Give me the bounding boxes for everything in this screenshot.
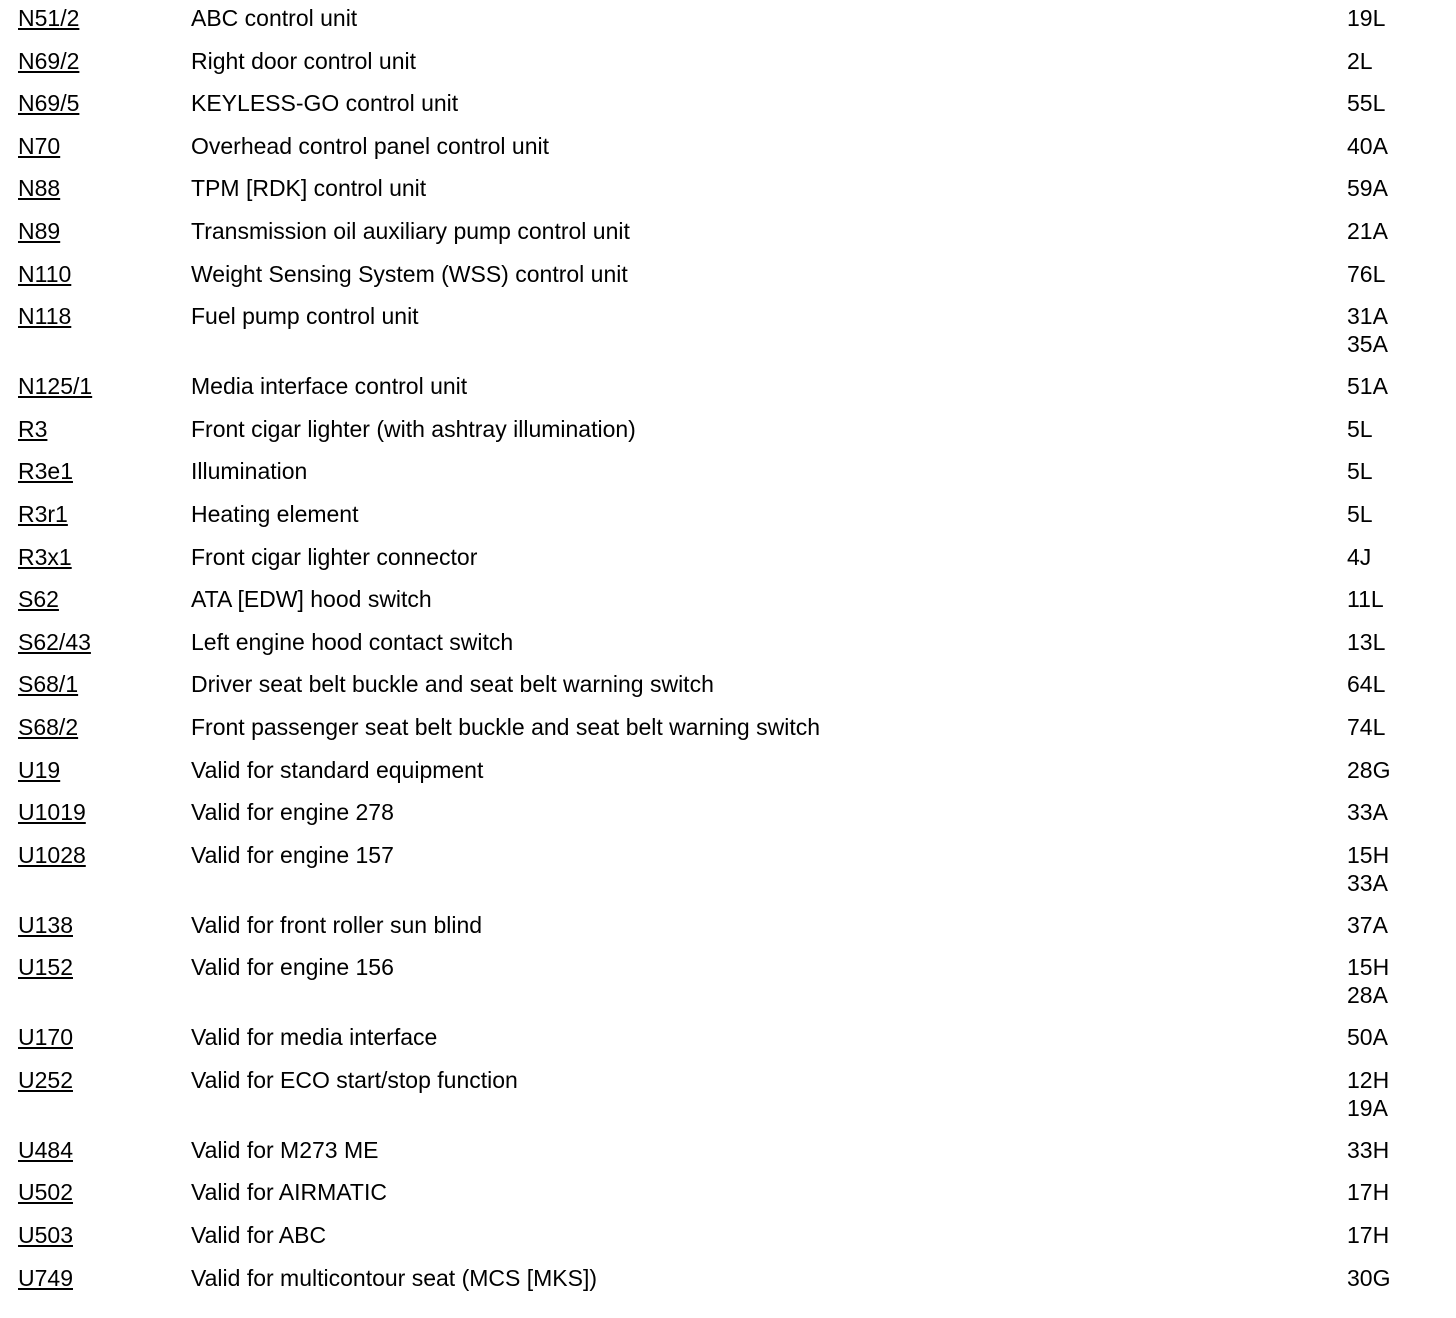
component-description: Valid for engine 278 xyxy=(191,799,394,826)
component-code-link[interactable]: U138 xyxy=(18,911,73,938)
component-description: TPM [RDK] control unit xyxy=(191,175,427,202)
grid-location: 15H xyxy=(1347,841,1390,868)
component-description: Valid for ABC xyxy=(191,1222,327,1249)
component-description: Valid for M273 ME xyxy=(191,1136,379,1163)
component-description: Valid for media interface xyxy=(191,1024,438,1051)
grid-location: 37A xyxy=(1347,911,1388,938)
component-description: Valid for engine 156 xyxy=(191,954,394,981)
component-code-link[interactable]: N69/2 xyxy=(18,47,80,74)
component-description: Front cigar lighter (with ashtray illumination) xyxy=(191,415,636,442)
grid-location: 5L xyxy=(1347,415,1373,442)
grid-location: 11L xyxy=(1347,586,1384,613)
legend-row xyxy=(18,174,1438,217)
grid-location: 51A xyxy=(1347,373,1388,400)
grid-location-list xyxy=(1347,302,1438,358)
grid-location-list xyxy=(1347,132,1438,160)
grid-location-list xyxy=(1347,1066,1438,1122)
grid-location-list xyxy=(1347,1221,1438,1249)
grid-location-list xyxy=(1347,756,1438,784)
grid-location-list xyxy=(1347,372,1438,400)
grid-location-list xyxy=(1347,4,1438,32)
legend-row xyxy=(18,1221,1438,1264)
grid-location-list xyxy=(1347,457,1438,485)
component-code-link[interactable]: N70 xyxy=(18,132,61,159)
grid-location: 30G xyxy=(1347,1264,1391,1291)
grid-location: 4J xyxy=(1347,543,1372,570)
legend-row xyxy=(18,1066,1438,1136)
component-code-link[interactable]: U170 xyxy=(18,1024,73,1051)
component-description: Transmission oil auxiliary pump control unit xyxy=(191,217,630,244)
component-code-link[interactable]: U1019 xyxy=(18,799,86,826)
grid-location: 55L xyxy=(1347,90,1386,117)
component-code-link[interactable]: U152 xyxy=(18,954,73,981)
grid-location-list xyxy=(1347,1264,1438,1292)
grid-location-list xyxy=(1347,798,1438,826)
grid-location: 33A xyxy=(1347,869,1388,896)
component-code-link[interactable]: U503 xyxy=(18,1222,73,1249)
legend-row xyxy=(18,372,1438,415)
legend-row xyxy=(18,1023,1438,1066)
grid-location: 21A xyxy=(1347,217,1388,244)
grid-location-list xyxy=(1347,500,1438,528)
grid-location: 28A xyxy=(1347,982,1388,1009)
legend-row xyxy=(18,4,1438,47)
component-description: Front cigar lighter connector xyxy=(191,543,478,570)
grid-location: 76L xyxy=(1347,260,1386,287)
component-description: Valid for standard equipment xyxy=(191,756,484,783)
component-code-link[interactable]: N89 xyxy=(18,217,61,244)
grid-location-list xyxy=(1347,217,1438,245)
component-code-link[interactable]: R3x1 xyxy=(18,543,72,570)
component-description: Valid for AIRMATIC xyxy=(191,1179,387,1206)
component-description: KEYLESS-GO control unit xyxy=(191,90,459,117)
component-description: Media interface control unit xyxy=(191,373,468,400)
grid-location: 59A xyxy=(1347,175,1388,202)
grid-location: 12H xyxy=(1347,1066,1390,1093)
grid-location: 33A xyxy=(1347,799,1388,826)
component-description: Valid for engine 157 xyxy=(191,841,394,868)
legend-row xyxy=(18,756,1438,799)
component-code-link[interactable]: S68/1 xyxy=(18,671,79,698)
grid-location-list xyxy=(1347,1136,1438,1164)
component-code-link[interactable]: U484 xyxy=(18,1136,73,1163)
legend-row xyxy=(18,543,1438,586)
legend-row xyxy=(18,500,1438,543)
component-code-link[interactable]: S68/2 xyxy=(18,713,79,740)
legend-row xyxy=(18,841,1438,911)
grid-location: 17H xyxy=(1347,1179,1390,1206)
grid-location-list xyxy=(1347,713,1438,741)
component-description: ATA [EDW] hood switch xyxy=(191,586,432,613)
grid-location: 2L xyxy=(1347,47,1373,74)
component-description: Left engine hood contact switch xyxy=(191,628,514,655)
component-description: Illumination xyxy=(191,458,308,485)
component-description: Front passenger seat belt buckle and seat belt warning switch xyxy=(191,713,821,740)
grid-location-list xyxy=(1347,89,1438,117)
grid-location: 17H xyxy=(1347,1222,1390,1249)
component-code-link[interactable]: U252 xyxy=(18,1066,73,1093)
component-legend-table xyxy=(18,4,1438,1306)
component-description: Weight Sensing System (WSS) control unit xyxy=(191,260,628,287)
component-code-link[interactable]: N88 xyxy=(18,175,61,202)
component-description: Heating element xyxy=(191,500,359,527)
component-code-link[interactable]: U502 xyxy=(18,1179,73,1206)
grid-location: 50A xyxy=(1347,1024,1388,1051)
legend-row xyxy=(18,415,1438,458)
grid-location-list xyxy=(1347,670,1438,698)
grid-location: 28G xyxy=(1347,756,1391,783)
component-code-link[interactable]: R3r1 xyxy=(18,500,68,527)
component-code-link[interactable]: N118 xyxy=(18,303,72,330)
legend-row xyxy=(18,302,1438,372)
component-code-link[interactable]: N69/5 xyxy=(18,90,80,117)
component-code-link[interactable]: S62 xyxy=(18,586,59,613)
grid-location-list xyxy=(1347,260,1438,288)
grid-location: 15H xyxy=(1347,954,1390,981)
component-code-link[interactable]: U1028 xyxy=(18,841,86,868)
legend-row xyxy=(18,911,1438,954)
grid-location: 5L xyxy=(1347,458,1373,485)
component-description: Fuel pump control unit xyxy=(191,303,419,330)
legend-row xyxy=(18,585,1438,628)
grid-location: 13L xyxy=(1347,628,1386,655)
component-code-link[interactable]: S62/43 xyxy=(18,628,91,655)
component-code-link[interactable]: R3e1 xyxy=(18,458,73,485)
grid-location-list xyxy=(1347,841,1438,897)
grid-location: 19L xyxy=(1347,5,1386,31)
component-description: Driver seat belt buckle and seat belt warning switch xyxy=(191,671,714,698)
legend-row xyxy=(18,260,1438,303)
legend-row xyxy=(18,89,1438,132)
grid-location: 74L xyxy=(1347,713,1386,740)
component-code-link[interactable]: U19 xyxy=(18,756,61,783)
legend-row xyxy=(18,670,1438,713)
component-description: Valid for multicontour seat (MCS [MKS]) xyxy=(191,1264,598,1291)
grid-location-list xyxy=(1347,628,1438,656)
component-description: Right door control unit xyxy=(191,47,417,74)
component-code-link[interactable]: N110 xyxy=(18,260,72,287)
legend-row xyxy=(18,1264,1438,1307)
legend-row xyxy=(18,457,1438,500)
grid-location-list xyxy=(1347,543,1438,571)
grid-location-list xyxy=(1347,585,1438,613)
legend-row xyxy=(18,217,1438,260)
component-description: Overhead control panel control unit xyxy=(191,132,549,159)
legend-row xyxy=(18,132,1438,175)
component-code-link[interactable]: R3 xyxy=(18,415,48,442)
component-description: ABC control unit xyxy=(191,5,358,31)
legend-row xyxy=(18,713,1438,756)
legend-row xyxy=(18,1136,1438,1179)
grid-location: 31A xyxy=(1347,303,1388,330)
component-code-link[interactable]: N51/2 xyxy=(18,5,80,31)
grid-location: 64L xyxy=(1347,671,1386,698)
legend-row xyxy=(18,628,1438,671)
grid-location-list xyxy=(1347,1178,1438,1206)
grid-location-list xyxy=(1347,47,1438,75)
grid-location: 19A xyxy=(1347,1094,1388,1121)
component-description: Valid for ECO start/stop function xyxy=(191,1066,518,1093)
grid-location: 33H xyxy=(1347,1136,1390,1163)
legend-row xyxy=(18,953,1438,1023)
component-code-link[interactable]: N125/1 xyxy=(18,373,93,400)
grid-location: 5L xyxy=(1347,500,1373,527)
legend-row xyxy=(18,798,1438,841)
component-description: Valid for front roller sun blind xyxy=(191,911,483,938)
legend-row xyxy=(18,1178,1438,1221)
grid-location-list xyxy=(1347,1023,1438,1051)
legend-row xyxy=(18,47,1438,90)
grid-location: 35A xyxy=(1347,331,1388,358)
grid-location-list xyxy=(1347,953,1438,1009)
grid-location-list xyxy=(1347,174,1438,202)
grid-location-list xyxy=(1347,911,1438,939)
component-code-link[interactable]: U749 xyxy=(18,1264,73,1291)
grid-location: 40A xyxy=(1347,132,1388,159)
grid-location-list xyxy=(1347,415,1438,443)
